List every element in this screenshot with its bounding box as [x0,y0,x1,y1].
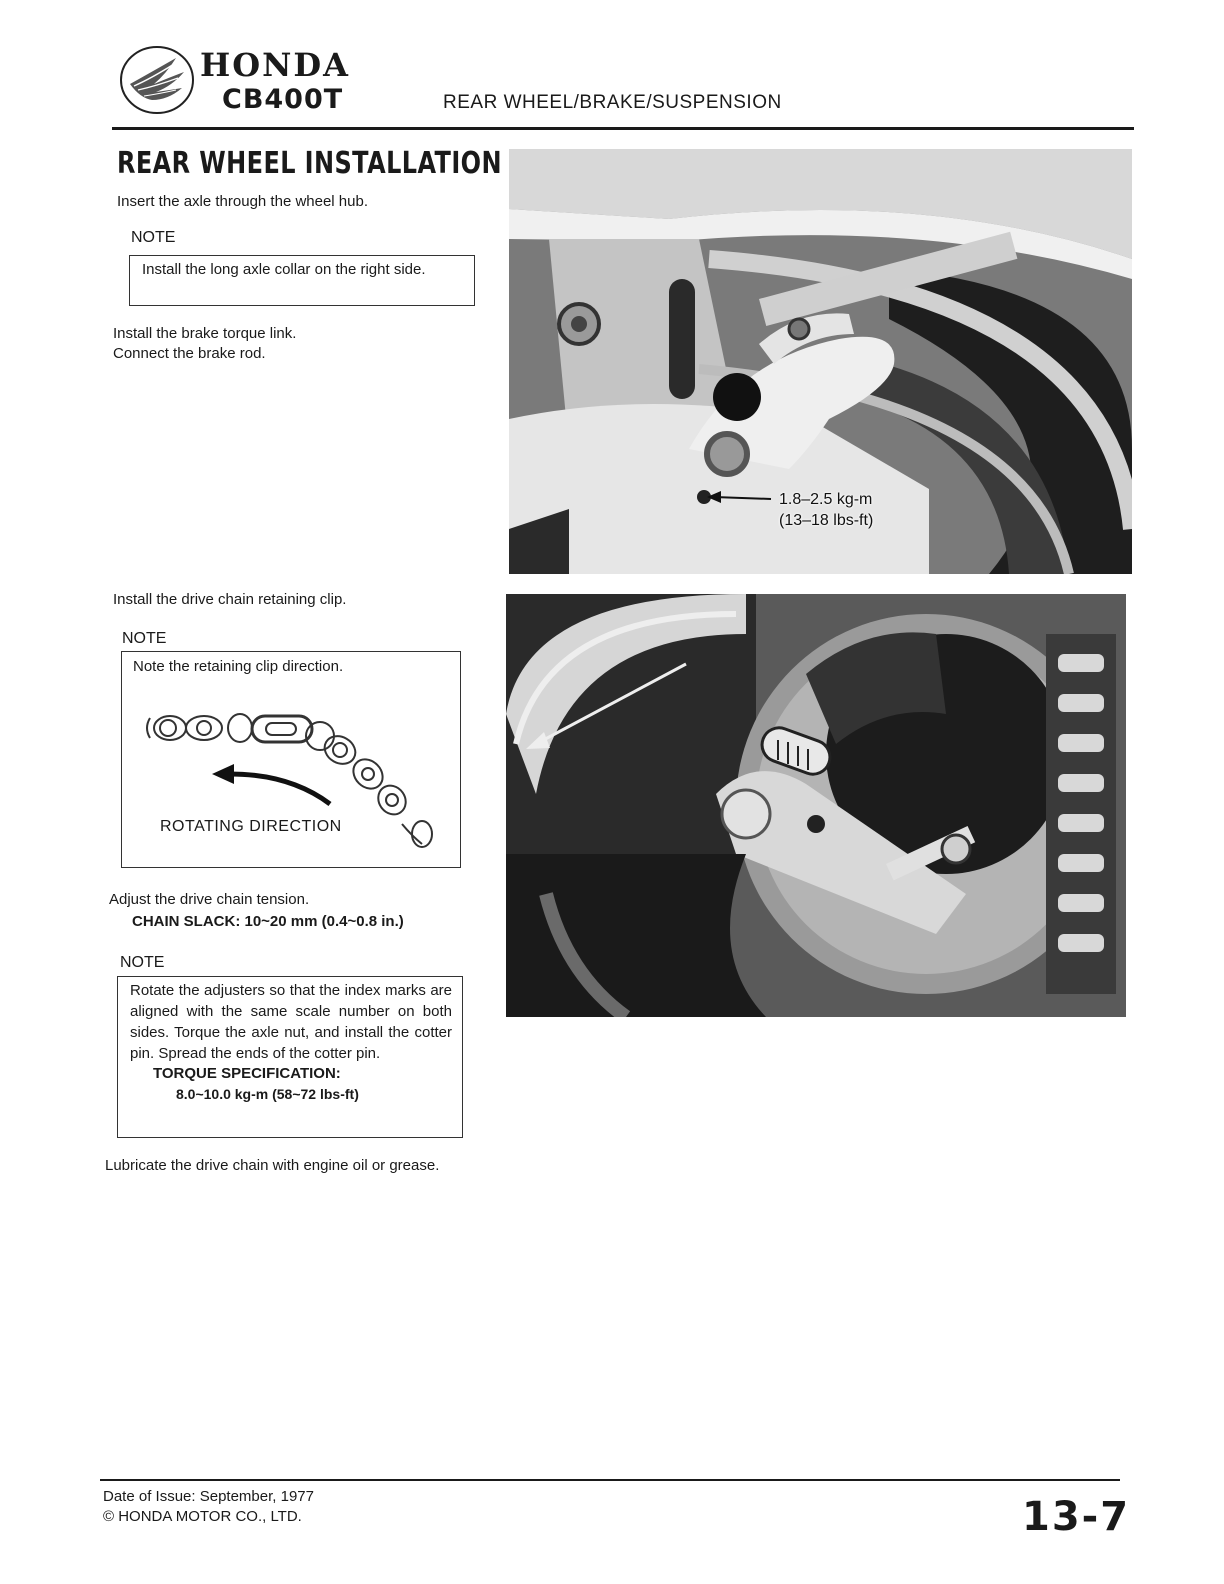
copyright: © HONDA MOTOR CO., LTD. [103,1508,302,1525]
step-retaining-clip: Install the drive chain retaining clip. [113,591,347,608]
brand-name: HONDA [200,46,350,84]
note-box-clip-direction [121,651,461,868]
note-text: Note the retaining clip direction. [133,658,344,675]
honda-wing-logo-icon [118,44,196,116]
step-torque-link: Install the brake torque link. [113,325,297,342]
step-insert-axle: Insert the axle through the wheel hub. [117,193,369,210]
page-number: 13-7 [1022,1494,1131,1540]
model-name: CB400T [222,84,344,115]
note-text: Rotate the adjusters so that the index marks are aligned with the same scale number on both sides. Torque the axle nut, and install the cotter pin. Spread the ends of the cotter pin. [130,982,452,1062]
note-label: NOTE [131,229,176,246]
section-title: REAR WHEEL/BRAKE/SUSPENSION [443,92,782,113]
note-label: NOTE [122,630,167,647]
step-adjust-chain: Adjust the drive chain tension. [109,891,310,908]
note-text: Install the long axle collar on the right side. [142,261,426,278]
page-heading: REAR WHEEL INSTALLATION [117,146,502,181]
step-lubricate-chain: Lubricate the drive chain with engine oil or grease. [105,1157,440,1174]
header-divider [112,127,1134,130]
note-box-adjusters [117,976,463,1138]
step-brake-rod: Connect the brake rod. [113,345,266,362]
photo-brake-torque-link [509,149,1132,574]
torque-callout-line2: (13–18 lbs-ft) [779,512,874,529]
note-box-axle-collar [129,255,475,306]
torque-spec-label: TORQUE SPECIFICATION: [153,1065,341,1082]
photo-drive-chain-adjuster-illustration [506,594,1126,1017]
torque-callout-line1: 1.8–2.5 kg-m [779,491,873,508]
issue-date: Date of Issue: September, 1977 [103,1488,314,1505]
diagram-label-rotating-direction: ROTATING DIRECTION [160,818,342,835]
photo-drive-chain-adjuster [506,594,1126,1017]
chain-slack-spec: CHAIN SLACK: 10~20 mm (0.4~0.8 in.) [132,913,404,930]
footer-info [103,1487,314,1527]
footer-divider [100,1479,1120,1481]
note-label: NOTE [120,954,165,971]
torque-spec-value: 8.0~10.0 kg-m (58~72 lbs-ft) [176,1086,359,1102]
